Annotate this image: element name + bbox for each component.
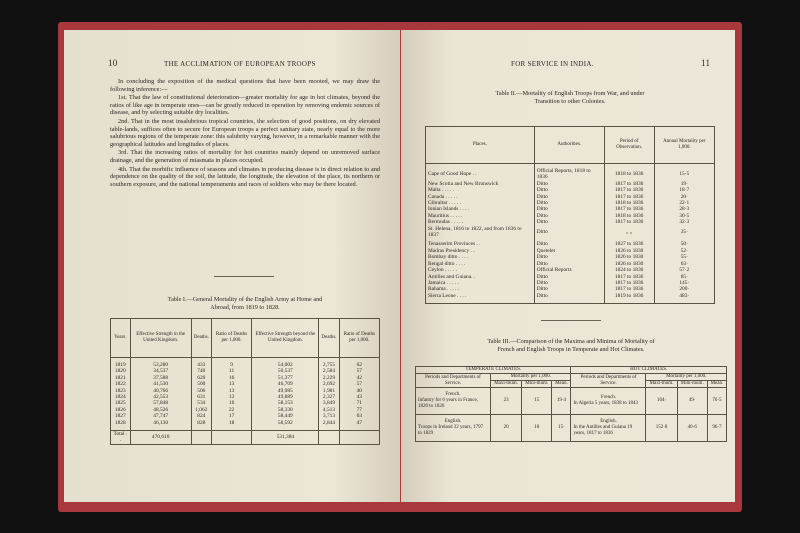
body-text <box>110 78 380 189</box>
table-cell: 51,377 <box>252 375 319 381</box>
page-number: 10 <box>108 58 118 68</box>
table-cell: Ditto <box>534 280 604 286</box>
table-cell: 16 <box>211 375 251 381</box>
column-header: Effective Strength in the United Kingdom. <box>130 319 191 358</box>
table-cell: Ditto <box>534 226 604 239</box>
table-cell: 1817 to 1836 <box>604 187 654 193</box>
min-header: Mini-mum. <box>522 381 552 388</box>
value-cell: 10 <box>522 415 552 442</box>
min-header: Mini-mum. <box>677 381 707 388</box>
table-cell: Ceylon . . . . . <box>426 267 535 273</box>
table-cell: 1823 <box>111 388 131 394</box>
table-cell: Ditto <box>534 213 604 219</box>
table-cell: 13 <box>211 381 251 387</box>
table-cell: 2,692 <box>319 381 339 387</box>
value-cell: 96·7 <box>707 415 726 442</box>
table-cell: Bengal ditto . . . . <box>426 261 535 267</box>
total-cell: 470,610 <box>130 431 191 445</box>
table-cell: 17 <box>211 413 251 419</box>
table-cell: Quetelet <box>534 248 604 254</box>
table-cell: 37,588 <box>130 375 191 381</box>
total-cell <box>339 431 379 445</box>
nation-label: French. <box>445 392 461 397</box>
table-cell: 500 <box>191 381 211 387</box>
table-cell: 46,709 <box>252 381 319 387</box>
table-cell: Ditto <box>534 286 604 292</box>
table-cell: Gibraltar . . . . . <box>426 200 535 206</box>
paragraph: 1st. That the law of constitutional deterioration—greater mortality for age in hot climates, beyond the ratios of like age in temperate ones—can be greatly reduced in operation by removing endemic sources of disease, and by selecting suitable dry localities. <box>110 94 380 117</box>
table-cell: 2,755 <box>319 358 339 369</box>
table-cell: 1821 <box>111 375 131 381</box>
table-cell: Ditto <box>534 254 604 260</box>
table-cell: 1817 to 1836 <box>604 219 654 225</box>
table-cell: Malta . . . . . <box>426 187 535 193</box>
table-caption <box>110 296 380 312</box>
column-header: Ratio of Deaths per 1,000. <box>339 319 379 358</box>
column-header: Authorities. <box>534 127 604 164</box>
table-cell: Sierra Leone . . . . <box>426 293 535 304</box>
table-cell: 1817 to 1836 <box>604 181 654 187</box>
caption-line: Table III.—Comparison of the Maxima and Minima of Mortality of <box>487 338 655 345</box>
table-cell: 58,330 <box>252 407 319 413</box>
table-cell: 1826 to 1830 <box>604 261 654 267</box>
value-cell: 23 <box>491 388 522 415</box>
table-cell: 828 <box>191 420 211 431</box>
table-cell: Jamaica . . . . . <box>426 280 535 286</box>
table-cell: 85· <box>654 274 714 280</box>
value-cell: 19·4 <box>552 388 571 415</box>
table-row <box>426 226 715 239</box>
table-cell: 2,584 <box>319 368 339 374</box>
table-cell: 1822 <box>111 381 131 387</box>
table-cell: 1818 to 1836 <box>604 213 654 219</box>
hot-header: HOT CLIMATES. <box>571 367 727 374</box>
nation-label: French. <box>600 395 617 400</box>
table-row <box>426 293 715 304</box>
value-cell: 40·6 <box>677 415 707 442</box>
table-cell: 1824 <box>111 394 131 400</box>
table-cell: 57 <box>339 368 379 374</box>
table-cell: 47,747 <box>130 413 191 419</box>
table-cell: 22 <box>211 407 251 413</box>
table-cell: 52· <box>654 248 714 254</box>
table-cell: 49,889 <box>252 394 319 400</box>
table-cell: 58,449 <box>252 413 319 419</box>
nation-label: English. <box>600 419 617 424</box>
running-head: FOR SERVICE IN INDIA. <box>511 60 594 68</box>
table-cell: Madras Presidency . . <box>426 248 535 254</box>
table-cell: Ditto <box>534 187 604 193</box>
table-caption <box>415 338 727 354</box>
table-cell: Ditto <box>534 194 604 200</box>
table-cell: 58,153 <box>252 400 319 406</box>
table-cell: 1,062 <box>191 407 211 413</box>
table-cell: 3,713 <box>319 413 339 419</box>
table-cell: 32·3 <box>654 219 714 225</box>
caption-line: Abroad, from 1819 to 1828. <box>210 304 280 311</box>
table-cell: 1817 to 1836 <box>604 274 654 280</box>
table-cell: 41,530 <box>130 381 191 387</box>
table-cell: 620 <box>191 375 211 381</box>
table-cell: 16 <box>211 400 251 406</box>
table-cell: 46,130 <box>130 420 191 431</box>
paragraph: 3rd. That the increasing ratios of mortality for hot countries mainly depend on unremoved surface drainage, and the generation of miasmata in places occupied. <box>110 149 380 164</box>
table-cell: 57·2 <box>654 267 714 273</box>
total-cell <box>319 431 339 445</box>
table-cell: 1,981 <box>319 388 339 394</box>
table-cell: 20· <box>654 194 714 200</box>
table-cell: 42 <box>339 375 379 381</box>
temperate-header: TEMPERATE CLIMATES. <box>416 367 571 374</box>
table-cell: Official Reports, 1818 to 1836 <box>534 164 604 181</box>
row-desc <box>416 415 491 442</box>
table-cell: 71 <box>339 400 379 406</box>
table-cell: 3,849 <box>319 400 339 406</box>
row-desc <box>571 388 646 415</box>
total-label: Total . . <box>111 431 131 445</box>
table-cell: 18·7 <box>654 187 714 193</box>
column-header: Effective Strength beyond the United Kingdom. <box>252 319 319 358</box>
table-cell: 55· <box>654 254 714 260</box>
caption-line: Transition to other Colonies. <box>534 98 606 105</box>
table-cell: Ditto <box>534 206 604 212</box>
value-cell: 76·5 <box>707 388 726 415</box>
table-cell: 13 <box>211 388 251 394</box>
total-row <box>111 431 380 445</box>
periods-header: Periods and Departments of Service. <box>416 374 491 388</box>
table-cell: Ditto <box>534 219 604 225</box>
table-cell: 145· <box>654 280 714 286</box>
table-cell: 824 <box>191 413 211 419</box>
table-cell: 433 <box>191 358 211 369</box>
table-cell: Antilles and Guiana. . <box>426 274 535 280</box>
table-cell: Mauritius . . . . . <box>426 213 535 219</box>
right-page <box>401 30 735 502</box>
table-cell: Canada . . . . . <box>426 194 535 200</box>
column-header: Deaths. <box>191 319 211 358</box>
table-row <box>426 164 715 181</box>
table-cell: 43 <box>339 394 379 400</box>
table-cell: 34,537 <box>130 368 191 374</box>
table-cell: 1819 <box>111 358 131 369</box>
table-cell: 2,327 <box>319 394 339 400</box>
table-cell: 58,592 <box>252 420 319 431</box>
running-head: THE ACCLIMATION OF EUROPEAN TROOPS <box>164 60 316 68</box>
table-cell: Ditto <box>534 181 604 187</box>
table-cell: 57 <box>339 381 379 387</box>
paragraph: In concluding the exposition of the medical questions that have been mooted, we may draw the following inference:— <box>110 78 380 93</box>
paragraph: 2nd. That in the most insalubrious tropical countries, the selection of good positions, on dry elevated table-lands, suffices often to secure for European troops a perfect sanitary state, nearly equal to the more salubrious regions of the temperate zone: this salubrity varying, however, in a remarkable manner with the geographical latitudes and longitudes of places. <box>110 117 380 148</box>
caption-line: French and English Troops in Temperate and Hot Climates. <box>497 346 645 353</box>
column-header: Deaths. <box>319 319 339 358</box>
table-cell: 48,526 <box>130 407 191 413</box>
table-cell: 15·5 <box>654 164 714 181</box>
table-row <box>416 388 727 415</box>
table-cell: Ditto <box>534 293 604 304</box>
value-cell: 104· <box>646 388 677 415</box>
table-cell: St. Helena, 1816 to 1822, and from 1836 to 1837 <box>426 226 535 239</box>
column-header: Period of Observation. <box>604 127 654 164</box>
table-row <box>111 420 380 431</box>
table-row <box>111 358 380 369</box>
left-page <box>64 30 400 502</box>
table-cell: 30·5 <box>654 213 714 219</box>
table-cell: „ „ <box>604 226 654 239</box>
table-cell: 1820 <box>111 368 131 374</box>
table-cell: 54,002 <box>252 358 319 369</box>
total-cell <box>191 431 211 445</box>
table-cell: 40 <box>339 388 379 394</box>
period-desc: In the Antilles and Guiana 19 years, 1817 to 1836 <box>573 425 633 436</box>
table-cell: 9 <box>211 358 251 369</box>
table-cell: 22·1 <box>654 200 714 206</box>
table-cell: 1826 to 1830 <box>604 248 654 254</box>
table-row <box>426 238 715 247</box>
table-cell: 1824 to 1836 <box>604 267 654 273</box>
table-cell: 1825 <box>111 400 131 406</box>
table-mortality-army <box>110 318 380 445</box>
table-cell: 1827 to 1836 <box>604 238 654 247</box>
table-cell: 40,766 <box>130 388 191 394</box>
mean-header: Mean. <box>707 381 726 388</box>
table-cell: 57,848 <box>130 400 191 406</box>
table-cell: 506 <box>191 388 211 394</box>
table-cell: 1827 <box>111 413 131 419</box>
table-cell: 1817 to 1836 <box>604 286 654 292</box>
table-cell: 18 <box>211 420 251 431</box>
table-cell: 4,513 <box>319 407 339 413</box>
table-cell: Cape of Good Hope . . <box>426 164 535 181</box>
periods-header: Periods and Departments of Service. <box>571 374 646 388</box>
table-cell: 534 <box>191 400 211 406</box>
caption-line: Table II.—Mortality of English Troops from War, and under <box>495 90 645 97</box>
table-cell: 200· <box>654 286 714 292</box>
table-row <box>416 415 727 442</box>
table-cell: 1819 to 1836 <box>604 293 654 304</box>
period-desc: Troops in Ireland 32 years, 1797 to 1829 <box>418 425 484 436</box>
table-cell: 19· <box>654 181 714 187</box>
table-cell: 62 <box>339 358 379 369</box>
table-cell: 28·3 <box>654 206 714 212</box>
value-cell: 49· <box>677 388 707 415</box>
mortality-header: Mortality per 1,000. <box>646 374 727 381</box>
table-cell: Ionian Islands . . . . <box>426 206 535 212</box>
table-cell: 483· <box>654 293 714 304</box>
table-cell: 11 <box>211 368 251 374</box>
table-cell: 35· <box>654 226 714 239</box>
value-cell: 20 <box>491 415 522 442</box>
mortality-header: Mortality per 1,000. <box>491 374 571 381</box>
table-cell: 1818 to 1836 <box>604 200 654 206</box>
column-header: Ratio of Deaths per 1,000. <box>211 319 251 358</box>
table-cell: 2,229 <box>319 375 339 381</box>
divider <box>214 276 274 277</box>
value-cell: 15 <box>522 388 552 415</box>
table-cell: 631 <box>191 394 211 400</box>
table-cell: 50,537 <box>252 368 319 374</box>
column-header: Places. <box>426 127 535 164</box>
table-cell: 1828 <box>111 420 131 431</box>
table-cell: 13 <box>211 394 251 400</box>
column-header: Years. <box>111 319 131 358</box>
table-cell: New Scotia and New Brunswick <box>426 181 535 187</box>
value-cell: 152·8 <box>646 415 677 442</box>
table-cell: 53,280 <box>130 358 191 369</box>
table-cell: Bahama . . . . . <box>426 286 535 292</box>
paragraph: 4th. That the morbific influence of seasons and climates in producing disease is in direct relation to and dependence on the quality of the soil, the latitude, the longitude, the elevation of the place, its northern or southern exposure, and the national temperaments and races of soldiers who may be there located. <box>110 165 380 188</box>
max-header: Maxi-mum. <box>491 381 522 388</box>
table-cell: 49,985 <box>252 388 319 394</box>
caption-line: Table I.—General Mortality of the English Army at Home and <box>167 296 323 303</box>
table-mortality-colonies <box>425 126 715 304</box>
max-header: Maxi-mum. <box>646 381 677 388</box>
table-cell: Ditto <box>534 274 604 280</box>
total-cell <box>211 431 251 445</box>
period-desc: In Algeria 5 years, 1838 to 1843 <box>573 401 639 406</box>
value-cell: 15· <box>552 415 571 442</box>
divider <box>541 320 601 321</box>
period-desc: Infantry for 6 years in France, 1820 to 1826 <box>418 398 478 409</box>
table-maxima-minima <box>415 366 727 442</box>
table-cell: Tenasserim Provinces . . <box>426 238 535 247</box>
table-cell: 740 <box>191 368 211 374</box>
page-number: 11 <box>701 58 711 68</box>
table-cell: Ditto <box>534 261 604 267</box>
total-cell: 531,384 <box>252 431 319 445</box>
table-cell: 1826 to 1830 <box>604 254 654 260</box>
table-cell: 47 <box>339 420 379 431</box>
table-cell: Bermudas . . . . . <box>426 219 535 225</box>
table-cell: 50· <box>654 238 714 247</box>
table-cell: 2,844 <box>319 420 339 431</box>
table-cell: 42,553 <box>130 394 191 400</box>
table-cell: Ditto <box>534 200 604 206</box>
table-cell: Ditto <box>534 238 604 247</box>
table-cell: 63 <box>339 413 379 419</box>
column-header: Annual Mortality per 1,000. <box>654 127 714 164</box>
table-cell: Official Reports <box>534 267 604 273</box>
table-cell: 1817 to 1836 <box>604 194 654 200</box>
table-cell: 1818 to 1836 <box>604 164 654 181</box>
table-cell: 1826 <box>111 407 131 413</box>
row-desc <box>416 388 491 415</box>
book-spread <box>58 22 742 512</box>
table-cell: Bombay ditto . . . . <box>426 254 535 260</box>
table-caption <box>425 90 715 106</box>
table-cell: 77 <box>339 407 379 413</box>
nation-label: English. <box>444 419 462 424</box>
table-cell: 1817 to 1836 <box>604 206 654 212</box>
row-desc <box>571 415 646 442</box>
table-cell: 63· <box>654 261 714 267</box>
table-cell: 1817 to 1836 <box>604 280 654 286</box>
mean-header: Mean. <box>552 381 571 388</box>
